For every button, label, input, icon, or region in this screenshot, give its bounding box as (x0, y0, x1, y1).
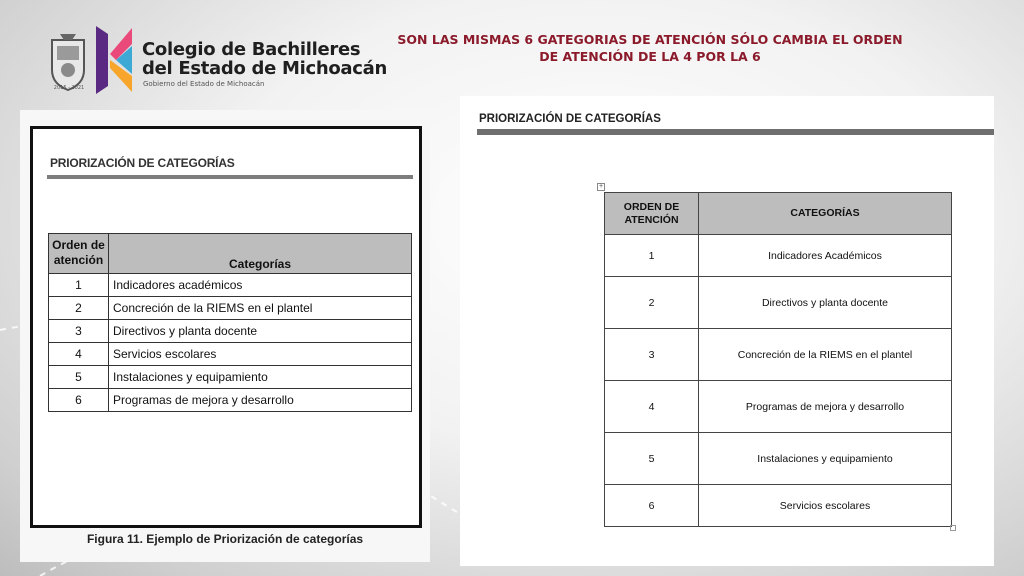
row-number: 2 (49, 297, 109, 320)
row-category: Programas de mejora y desarrollo (699, 381, 952, 433)
row-number: 5 (49, 366, 109, 389)
table-row (49, 274, 412, 297)
row-category: Directivos y planta docente (699, 277, 952, 329)
cobaem-logo-icon (94, 24, 134, 96)
row-number: 3 (49, 320, 109, 343)
row-number: 6 (49, 389, 109, 412)
row-category: Instalaciones y equipamiento (699, 433, 952, 485)
row-number: 4 (49, 343, 109, 366)
table-row (49, 297, 412, 320)
left-document-title: PRIORIZACIÓN DE CATEGORÍAS (50, 156, 235, 170)
table-header-row (605, 193, 952, 235)
right-title-rule (477, 129, 994, 135)
brand-subtitle: Gobierno del Estado de Michoacán (143, 80, 265, 88)
row-category: Servicios escolares (109, 343, 412, 366)
row-category: Indicadores académicos (109, 274, 412, 297)
row-category: Indicadores Académicos (699, 235, 952, 277)
row-number: 6 (605, 485, 699, 527)
row-number: 1 (605, 235, 699, 277)
table-row (605, 485, 952, 527)
right-document-title: PRIORIZACIÓN DE CATEGORÍAS (479, 113, 661, 125)
table-row (49, 366, 412, 389)
headline-line1: SON LAS MISMAS 6 GATEGORIAS DE ATENCIÓN SÓLO CAMBIA EL ORDEN (397, 32, 903, 47)
brand-name-line1: Colegio de Bachilleres (142, 39, 361, 60)
headline-line2: DE ATENCIÓN DE LA 4 POR LA 6 (539, 49, 761, 64)
table-row (49, 343, 412, 366)
slide-headline (378, 31, 922, 65)
col-order-header: ORDEN DE ATENCIÓN (605, 193, 699, 235)
table-row (605, 381, 952, 433)
row-number: 5 (605, 433, 699, 485)
row-category: Concreción de la RIEMS en el plantel (699, 329, 952, 381)
left-title-rule (47, 175, 413, 179)
table-resize-handle-icon[interactable] (950, 525, 956, 531)
col-order-header: Orden de atención (49, 234, 109, 274)
left-priority-table (48, 233, 412, 412)
brand-name-line2: del Estado de Michoacán (142, 58, 387, 79)
row-category: Instalaciones y equipamiento (109, 366, 412, 389)
left-document-scan (20, 110, 430, 562)
row-category: Directivos y planta docente (109, 320, 412, 343)
table-row (605, 277, 952, 329)
table-row (49, 320, 412, 343)
table-move-handle-icon[interactable]: + (598, 183, 604, 190)
row-category: Programas de mejora y desarrollo (109, 389, 412, 412)
right-document-scan (460, 96, 994, 566)
row-number: 4 (605, 381, 699, 433)
col-category-header: Categorías (109, 234, 412, 274)
table-header-row (49, 234, 412, 274)
row-number: 1 (49, 274, 109, 297)
row-number: 3 (605, 329, 699, 381)
col-category-header: CATEGORÍAS (699, 193, 952, 235)
figure-caption: Figura 11. Ejemplo de Priorización de categorías (86, 532, 364, 546)
row-number: 2 (605, 277, 699, 329)
table-row (605, 329, 952, 381)
left-document-frame (30, 126, 422, 528)
table-row (605, 235, 952, 277)
row-category: Servicios escolares (699, 485, 952, 527)
table-row (49, 389, 412, 412)
right-priority-table (604, 192, 952, 527)
seal-years: 2015 - 2021 (53, 85, 85, 91)
table-row (605, 433, 952, 485)
row-category: Concreción de la RIEMS en el plantel (109, 297, 412, 320)
